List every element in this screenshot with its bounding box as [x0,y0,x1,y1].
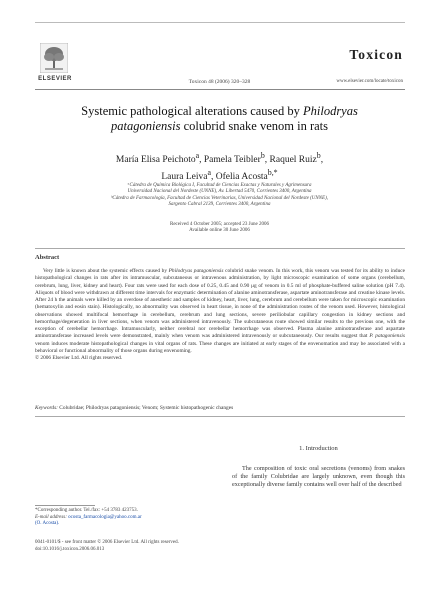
author-list [40,150,399,183]
affiliations [60,183,379,208]
author-3-affil: b [316,151,321,160]
publisher-name: ELSEVIER [38,76,72,82]
header-rule [35,89,405,90]
issn-line: 0041-0101/$ - see front matter © 2006 Elsevier Ltd. All rights reserved. [35,540,179,545]
journal-reference: Toxicon 48 (2006) 320–328 [188,79,251,85]
keywords [35,405,405,411]
doi-link[interactable]: doi:10.1016/j.toxicon.2006.06.013 [35,546,105,552]
abstract-text-3: venom induces moderate histopathological changes in vital organs of rats. These changes are initiated at early stages of the envenomation and may be associated with a behavioral or functional abnormality of those organs during envenoming. [35,340,405,354]
keywords-label: Keywords: [35,405,58,411]
author-sep: , [320,155,324,166]
footnote-contact: *Corresponding author. Tel./fax: +54 3783 423753. [35,508,138,513]
copyright: © 2006 Elsevier Ltd. All rights reserved. [35,355,123,361]
author-3[interactable]: , Raquel Ruiz [264,155,317,166]
abstract-top-rule [35,248,405,249]
title-text-2: colubrid snake venom in rats [180,119,328,133]
bottom-publication-info [35,540,179,553]
email-label: E-mail address: [35,514,69,520]
author-2[interactable]: , Pamela Teibler [199,155,261,166]
footnote-author-name[interactable]: (O. Acosta). [35,521,60,526]
title-text-1: Systemic pathological alterations caused by [81,104,303,118]
author-1[interactable]: María Elisa Peichoto [115,155,196,166]
abstract-text-1: Very little is known about the systemic effects caused by [43,268,169,274]
title-species: patagoniensis [111,119,181,133]
author-5-affil: b,* [267,167,278,177]
journal-url-link[interactable]: www.elsevier.com/locate/toxicon [336,79,403,84]
affiliation-a-address: Universidad Nacional del Nordeste (UNNE), Av. Libertad 5470, Corrientes 3400, Argentina [127,189,312,195]
author-1-affil: a [195,151,200,160]
abstract-species-2: P. patagoniensis [369,333,405,340]
elsevier-tree-logo-icon [40,43,68,73]
introduction-text: The composition of toxic oral secretions (venoms) from snakes of the family Colubridae are largely unknown, even though this exceptionally diverse family contains well over half of the described [232,465,405,489]
article-dates [60,222,379,235]
abstract-bottom-rule [35,416,405,417]
abstract-text-2: colubrid snake venom. In this work, this venom was tested for its ability to induce histopathological changes in rats after its intramuscular, subcutaneous or intravenous administration, by light microscopic examination of some organs (cerebellum, cerebrum, lung, liver, kidney and heart). Four rats were used for each dose of 0.25, 0.45 and 0.90 μg of venom in 0.5 ml of phosphate-buffered saline solution (pH 7.4). Aliquots of blood were withdrawn at different time intervals for enzymatic determination of alanine aminotransferase, aspartate aminotransferase and creatine kinase levels. After 24 h the animals were killed by an overdose of anesthetic and samples of kidney, heart, liver, lung, cerebrum and cerebellum were taken for microscopic examination (hematoxylin and eosin stain). Histologically, no abnormality was observed in heart tissue, in none of the administration routes of the venom used. However, histological observations showed multifocal hemorrhage in cerebellum, cerebrum and lung sections, severe periliobular capillary congestion in kidney sections and hemorrhage/degeneration in liver sections, when venom was administered intravenously. The subcutaneous route showed similar results to the previous one, with the exception of cerebellar hemorrhage. Intramuscularly, neither cerebral nor cerebellar hemorrhage was observed. Plasma alanine aminotransferase and aspartate aminotransferase increased levels were demonstrated, mainly when venom was administered intravenously or subcutaneously. Our results suggest that [35,268,405,340]
section-heading-introduction: 1. Introduction [299,445,338,452]
affiliation-b: ᵇCátedra de Farmacología, Facultad de Ciencias Veterinarias, Universidad Nacional del Nordeste (UNNE), [111,195,328,201]
author-5[interactable]: , Ofelia Acosta [211,171,268,182]
abstract-heading: Abstract [35,254,60,261]
online-date: Available online 30 June 2006 [189,228,250,234]
article-title [40,104,399,134]
footnote-rule [35,505,95,506]
abstract-body [35,268,405,362]
affiliation-a: ᵃCátedra de Química Biológica I, Facultad de Ciencias Exactas y Naturales y Agrimensura [127,183,312,188]
affiliation-b-address: Sargento Cabral 2139, Corrientes 3400, Argentina [168,201,271,207]
author-4[interactable]: Laura Leiva [161,171,208,182]
keywords-list: Colubridae; Philodryas patagoniensis; Venom; Systemic histopathogenic changes [57,405,234,411]
author-4-affil: a [207,167,212,177]
abstract-species: Philodryas patagoniensis [168,268,224,274]
author-2-affil: b [260,151,265,160]
email-link[interactable]: ocosta_farmacologia@yahoo.com.ar [68,514,142,520]
journal-title: Toxicon [349,47,403,62]
received-date: Received 4 October 2005; accepted 23 June 2006 [170,222,269,227]
top-rule [35,22,405,23]
title-genus: Philodryas [302,104,358,118]
corresponding-author-footnote [35,508,210,528]
